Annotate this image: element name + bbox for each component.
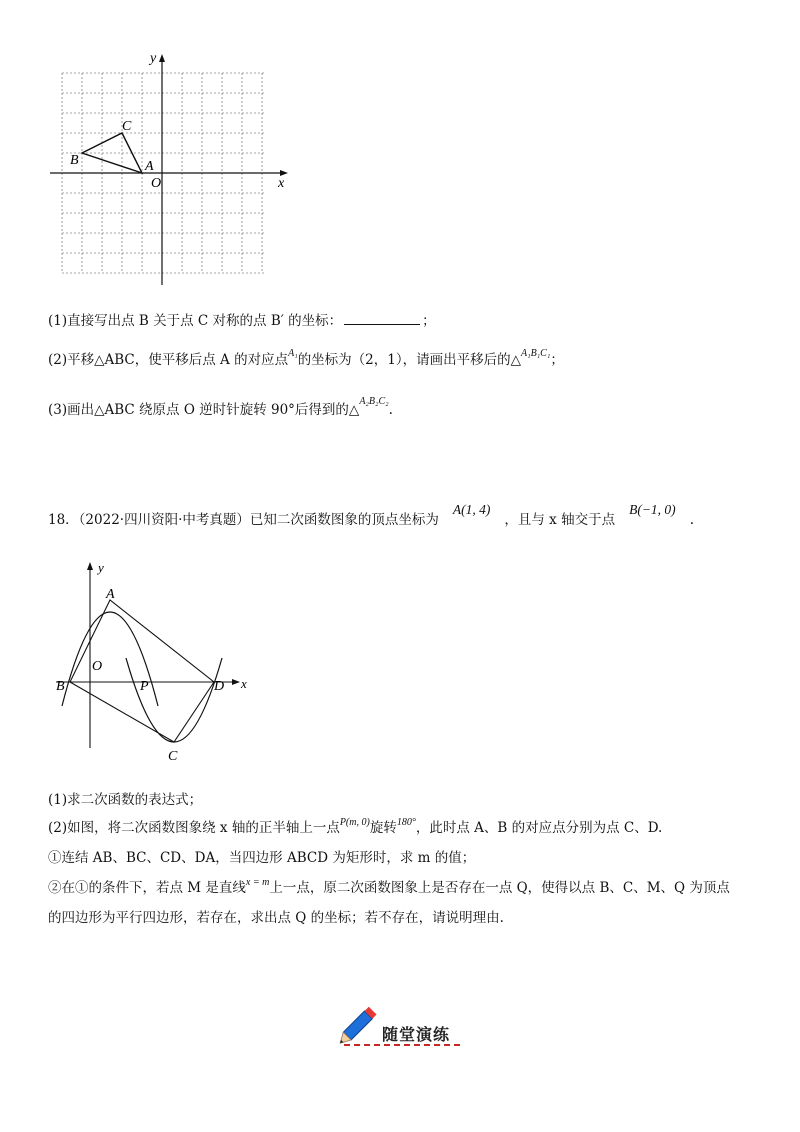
point-label-d: D bbox=[214, 679, 225, 694]
origin-label: O bbox=[151, 176, 162, 191]
q18-part2-text-b: 旋转 bbox=[369, 820, 397, 836]
x-axis-label: x bbox=[241, 676, 247, 691]
q18-part4-text-b: 上一点，原二次函数图象上是否存在一点 Q，使得以点 B、C、M、Q 为顶点 bbox=[269, 880, 730, 896]
y-axis-arrow bbox=[87, 562, 93, 570]
q18-part4-text-a: ②在①的条件下，若点 M 是直线 bbox=[48, 880, 246, 896]
section-heading bbox=[338, 1000, 468, 1050]
q18-part1 bbox=[48, 790, 202, 810]
pencil-icon bbox=[338, 1000, 384, 1046]
q17-part1-end: ； bbox=[422, 313, 436, 329]
y-axis-label: y bbox=[98, 560, 104, 575]
q18-part2-text-c: ，此时点 A、B 的对应点分别为点 C、D. bbox=[415, 820, 663, 836]
q17-part2-text-a: (2)平移△ABC，使平移后点 A 的对应点 bbox=[48, 352, 289, 368]
q17-part1 bbox=[48, 310, 436, 331]
point-label-p: P bbox=[140, 679, 149, 694]
triangle-a1b1c1: A₁B₁C₁ bbox=[521, 348, 551, 359]
y-axis-arrow bbox=[159, 54, 165, 62]
q18-part2-text-a: (2)如图，将二次函数图象绕 x 轴的正半轴上一点 bbox=[48, 820, 340, 836]
q18-part5 bbox=[48, 908, 504, 928]
q17-part2 bbox=[48, 350, 564, 372]
point-label-c: C bbox=[122, 119, 132, 134]
answer-blank[interactable] bbox=[344, 310, 420, 325]
q17-part2-end: ； bbox=[550, 352, 564, 368]
q18-part3-text: ①连结 AB、BC、CD、DA，当四边形 ABCD 为矩形时，求 m 的值； bbox=[48, 850, 476, 866]
point-label-c: C bbox=[168, 749, 178, 764]
q18-part1-text: (1)求二次函数的表达式； bbox=[48, 792, 203, 808]
parabola-figure bbox=[48, 560, 258, 775]
q18-part4 bbox=[48, 878, 730, 900]
vertex-coordinate: A(1, 4) bbox=[452, 502, 491, 517]
q18-text-b: ，且与 x 轴交于点 bbox=[504, 512, 616, 528]
section-title: 随堂演练 bbox=[382, 1025, 451, 1044]
origin-label: O bbox=[92, 659, 103, 674]
q18-part2 bbox=[48, 818, 662, 840]
triangle-a2b2c2: A₂B₂C₂ bbox=[359, 396, 389, 407]
point-label-a: A bbox=[106, 587, 115, 602]
point-label-b: B bbox=[56, 679, 65, 694]
q17-part3-end: . bbox=[388, 402, 393, 418]
x-axis-label: x bbox=[278, 176, 285, 191]
q17-part3 bbox=[48, 396, 393, 422]
q17-part2-text-b: 的坐标为（2，1），请画出平移后的△ bbox=[297, 352, 521, 368]
point-label-a: A bbox=[145, 159, 154, 174]
coordinate-grid-figure bbox=[40, 40, 300, 290]
x-axis-arrow bbox=[232, 679, 240, 685]
section-title-underline bbox=[344, 1044, 460, 1046]
q18-question bbox=[48, 502, 694, 530]
q18-part5-text: 的四边形为平行四边形，若存在，求出点 Q 的坐标；若不存在，请说明理由. bbox=[48, 910, 504, 926]
point-label-b: B bbox=[70, 153, 79, 168]
q17-part3-text: (3)画出△ABC 绕原点 O 逆时针旋转 90°后得到的△ bbox=[48, 402, 360, 418]
q18-text-end: . bbox=[689, 512, 694, 528]
q18-part3 bbox=[48, 848, 475, 868]
q17-part1-text: (1)直接写出点 B 关于点 C 对称的点 B′ 的坐标： bbox=[48, 313, 343, 329]
intersection-point: B(−1, 0) bbox=[629, 502, 676, 517]
rotation-angle: 180° bbox=[396, 817, 416, 828]
point-a1: A₁ bbox=[288, 348, 298, 359]
y-axis-label: y bbox=[150, 51, 157, 66]
point-p: P(m, 0) bbox=[339, 817, 370, 828]
rotated-parabola bbox=[126, 658, 225, 742]
q18-text-a: 18．（2022·四川资阳·中考真题）已知二次函数图象的顶点坐标为 bbox=[48, 512, 439, 528]
line-x-equals-m: x = m bbox=[245, 877, 270, 888]
